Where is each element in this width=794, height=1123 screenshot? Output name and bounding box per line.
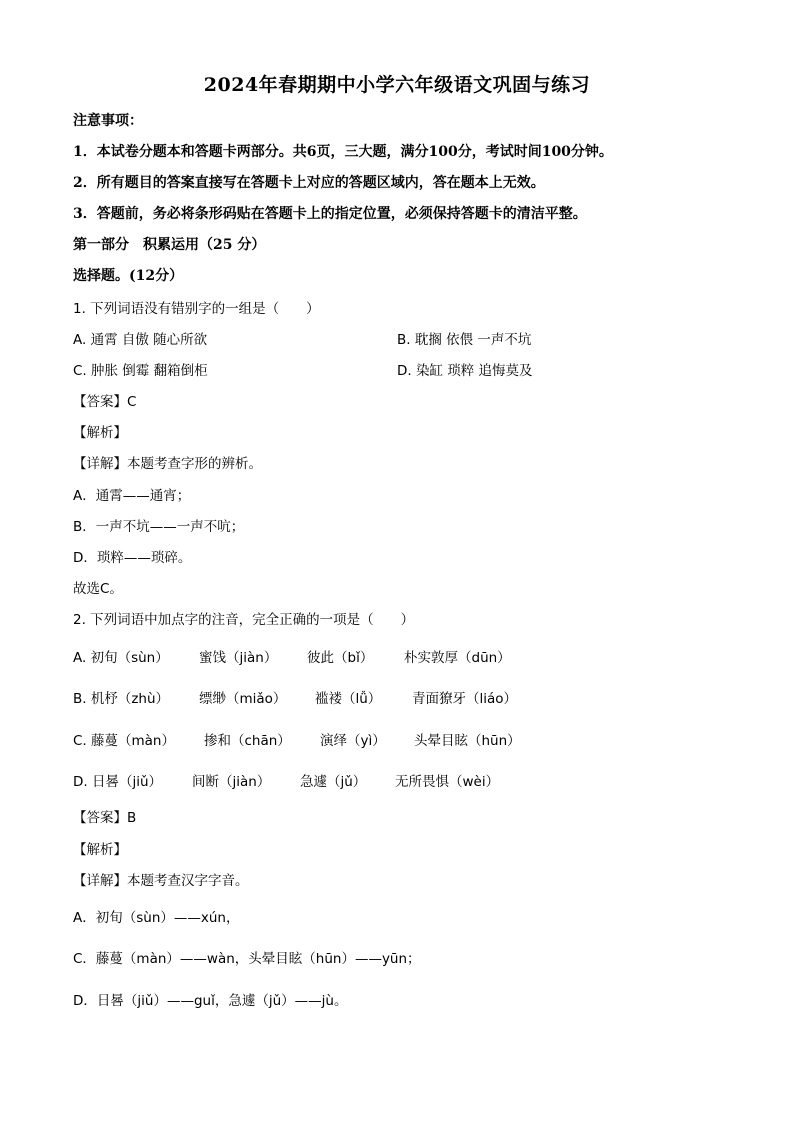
question-1-stem: 1. 下列词语没有错别字的一组是（ ） <box>73 301 320 317</box>
option-d-word-3: 急遽（jǔ） <box>300 774 367 790</box>
question-1-analysis-label: 【解析】 <box>73 425 127 441</box>
notice-item-1: 1．本试卷分题本和答题卡两部分。共6页，三大题，满分100分，考试时间100分钟。 <box>73 144 613 160</box>
option-c-word-4: 头晕目眩（hūn） <box>414 733 521 749</box>
question-1-option-d: D. 染缸 琐粹 追悔莫及 <box>397 363 533 379</box>
option-d-word-2: 间断（jiàn） <box>192 774 271 790</box>
option-b-word-2: 缥缈（miǎo） <box>199 691 287 707</box>
notice-item-2: 2．所有题目的答案直接写在答题卡上对应的答题区域内，答在题本上无效。 <box>73 175 545 191</box>
option-a-word-1: A. 初旬（sùn） <box>73 650 169 666</box>
option-a-word-4: 朴实敦厚（dūn） <box>404 650 511 666</box>
option-c-word-1: C. 藤蔓（màn） <box>73 733 175 749</box>
question-1-explain-d: D．琐粹——琐碎。 <box>73 550 192 566</box>
question-2-detail: 【详解】本题考查汉字字音。 <box>73 873 249 889</box>
question-2-answer: 【答案】B <box>73 810 137 826</box>
question-2-analysis-label: 【解析】 <box>73 842 127 858</box>
option-b-word-4: 青面獠牙（liáo） <box>412 691 518 707</box>
option-b-word-3: 褴褛（lǚ） <box>315 691 382 707</box>
subsection-heading: 选择题。(12分） <box>73 268 184 284</box>
option-a-word-2: 蜜饯（jiàn） <box>199 650 278 666</box>
option-c-word-3: 演绎（yì） <box>320 733 386 749</box>
question-1-conclusion: 故选C。 <box>73 581 123 597</box>
page-title: 2024年春期期中小学六年级语文巩固与练习 <box>203 74 591 96</box>
option-a-word-3: 彼此（bǐ） <box>307 650 374 666</box>
question-2-explain-d: D．日晷（jiǔ）——guǐ，急遽（jǔ）——jù。 <box>73 993 348 1009</box>
question-2-explain-a: A．初旬（sùn）——xún， <box>73 910 240 926</box>
option-b-word-1: B. 机杼（zhù） <box>73 691 170 707</box>
question-1-option-b: B. 耽搁 依偎 一声不坑 <box>397 332 532 348</box>
option-d-word-4: 无所畏惧（wèi） <box>395 774 500 790</box>
section-heading: 第一部分 积累运用（25 分） <box>73 237 266 253</box>
notice-heading: 注意事项： <box>73 113 143 129</box>
notice-item-3: 3．答题前，务必将条形码贴在答题卡上的指定位置，必须保持答题卡的清洁平整。 <box>73 206 587 222</box>
question-1-option-c: C. 肿胀 倒霉 翻箱倒柜 <box>73 363 208 379</box>
option-d-word-1: D. 日晷（jiǔ） <box>73 774 163 790</box>
question-1-detail: 【详解】本题考查字形的辨析。 <box>73 456 262 472</box>
question-2-stem: 2. 下列词语中加点字的注音，完全正确的一项是（ ） <box>73 612 415 628</box>
option-c-word-2: 掺和（chān） <box>204 733 291 749</box>
question-1-option-a: A. 通霄 自傲 随心所欲 <box>73 332 208 348</box>
question-2-explain-c: C．藤蔓（màn）——wàn，头晕目眩（hūn）——yūn； <box>73 951 421 967</box>
question-1-explain-a: A．通霄——通宵； <box>73 488 191 504</box>
question-1-answer: 【答案】C <box>73 394 137 410</box>
question-1-explain-b: B．一声不坑——一声不吭； <box>73 519 245 535</box>
